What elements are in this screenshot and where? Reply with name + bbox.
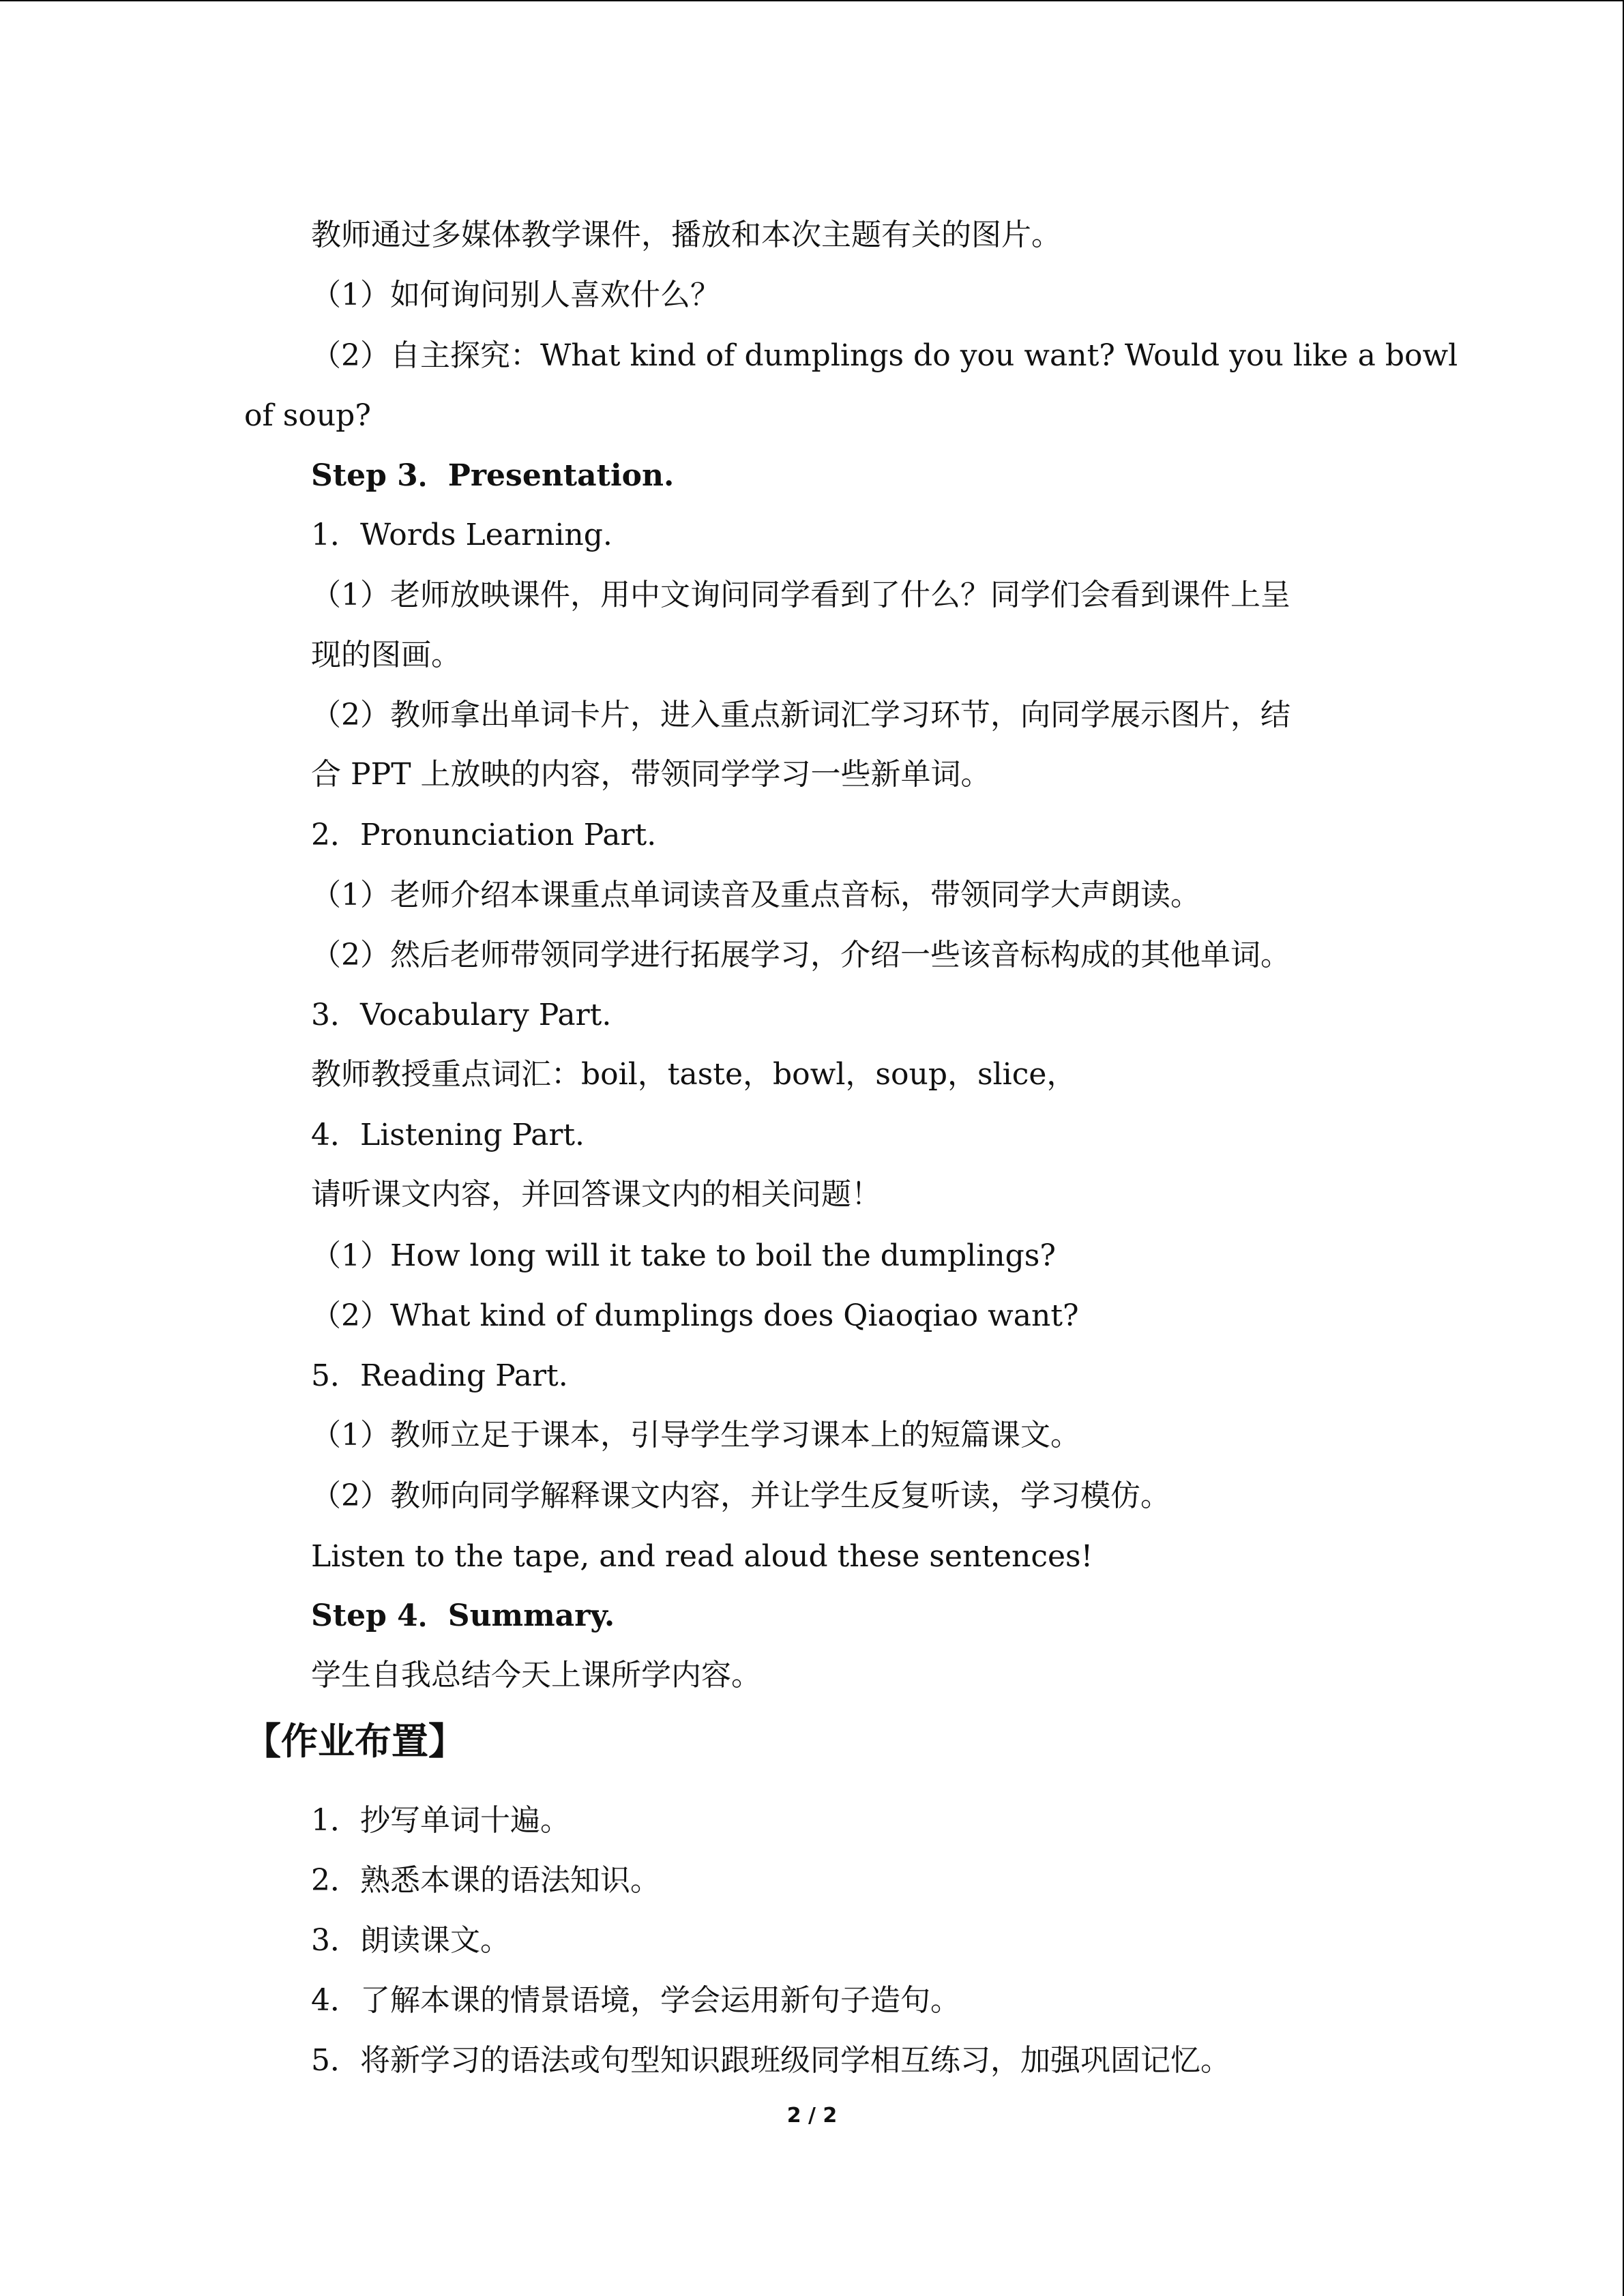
page-number: 2 / 2 xyxy=(786,2104,838,2128)
words-learning-item-1-line-1: （1）老师放映课件，用中文询问同学看到了什么？同学们会看到课件上呈 xyxy=(311,578,1290,612)
listening-question-2: （2）What kind of dumplings does Qiaoqiao want? xyxy=(311,1298,1079,1333)
pronunciation-item-1: （1）老师介绍本课重点单词读音及重点音标，带领同学大声朗读。 xyxy=(311,878,1200,912)
reading-item-1: （1）教师立足于课本，引导学生学习课本上的短篇课文。 xyxy=(311,1418,1080,1452)
homework-item-2: 2．熟悉本课的语法知识。 xyxy=(311,1863,660,1898)
pronunciation-title: 2．Pronunciation Part. xyxy=(311,818,657,852)
listening-intro: 请听课文内容，并回答课文内的相关问题！ xyxy=(311,1177,881,1212)
words-learning-item-1-line-2: 现的图画。 xyxy=(311,638,461,672)
homework-item-5: 5．将新学习的语法或句型知识跟班级同学相互练习，加强巩固记忆。 xyxy=(311,2043,1230,2078)
step-4-heading: Step 4．Summary. xyxy=(311,1598,615,1633)
vocabulary-title: 3．Vocabulary Part. xyxy=(311,998,612,1032)
question-2-line-2: of soup? xyxy=(244,398,371,433)
homework-heading: 【作业布置】 xyxy=(244,1720,465,1763)
question-2-line-1: （2）自主探究：What kind of dumplings do you want? Would you like a bowl xyxy=(311,338,1458,373)
words-learning-item-2-line-2: 合 PPT 上放映的内容，带领同学学习一些新单词。 xyxy=(311,757,991,792)
paragraph-intro: 教师通过多媒体教学课件，播放和本次主题有关的图片。 xyxy=(311,218,1061,252)
reading-item-2: （2）教师向同学解释课文内容，并让学生反复听读，学习模仿。 xyxy=(311,1478,1170,1513)
listening-question-1: （1）How long will it take to boil the dumplings? xyxy=(311,1238,1056,1273)
step-3-heading: Step 3．Presentation. xyxy=(311,458,675,493)
summary-text: 学生自我总结今天上课所学内容。 xyxy=(311,1658,761,1693)
homework-item-1: 1．抄写单词十遍。 xyxy=(311,1803,570,1838)
listening-title: 4．Listening Part. xyxy=(311,1118,585,1152)
reading-item-3: Listen to the tape, and read aloud these sentences! xyxy=(311,1539,1093,1574)
homework-item-3: 3．朗读课文。 xyxy=(311,1923,510,1958)
words-learning-title: 1．Words Learning. xyxy=(311,518,612,552)
vocabulary-item-1: 教师教授重点词汇：boil，taste，bowl，soup，slice， xyxy=(311,1057,1077,1092)
reading-title: 5．Reading Part. xyxy=(311,1358,568,1393)
homework-item-4: 4．了解本课的情景语境，学会运用新句子造句。 xyxy=(311,1983,960,2018)
words-learning-item-2-line-1: （2）教师拿出单词卡片，进入重点新词汇学习环节，向同学展示图片，结 xyxy=(311,698,1290,732)
pronunciation-item-2: （2）然后老师带领同学进行拓展学习，介绍一些该音标构成的其他单词。 xyxy=(311,938,1290,972)
question-1: （1）如何询问别人喜欢什么？ xyxy=(311,278,720,312)
